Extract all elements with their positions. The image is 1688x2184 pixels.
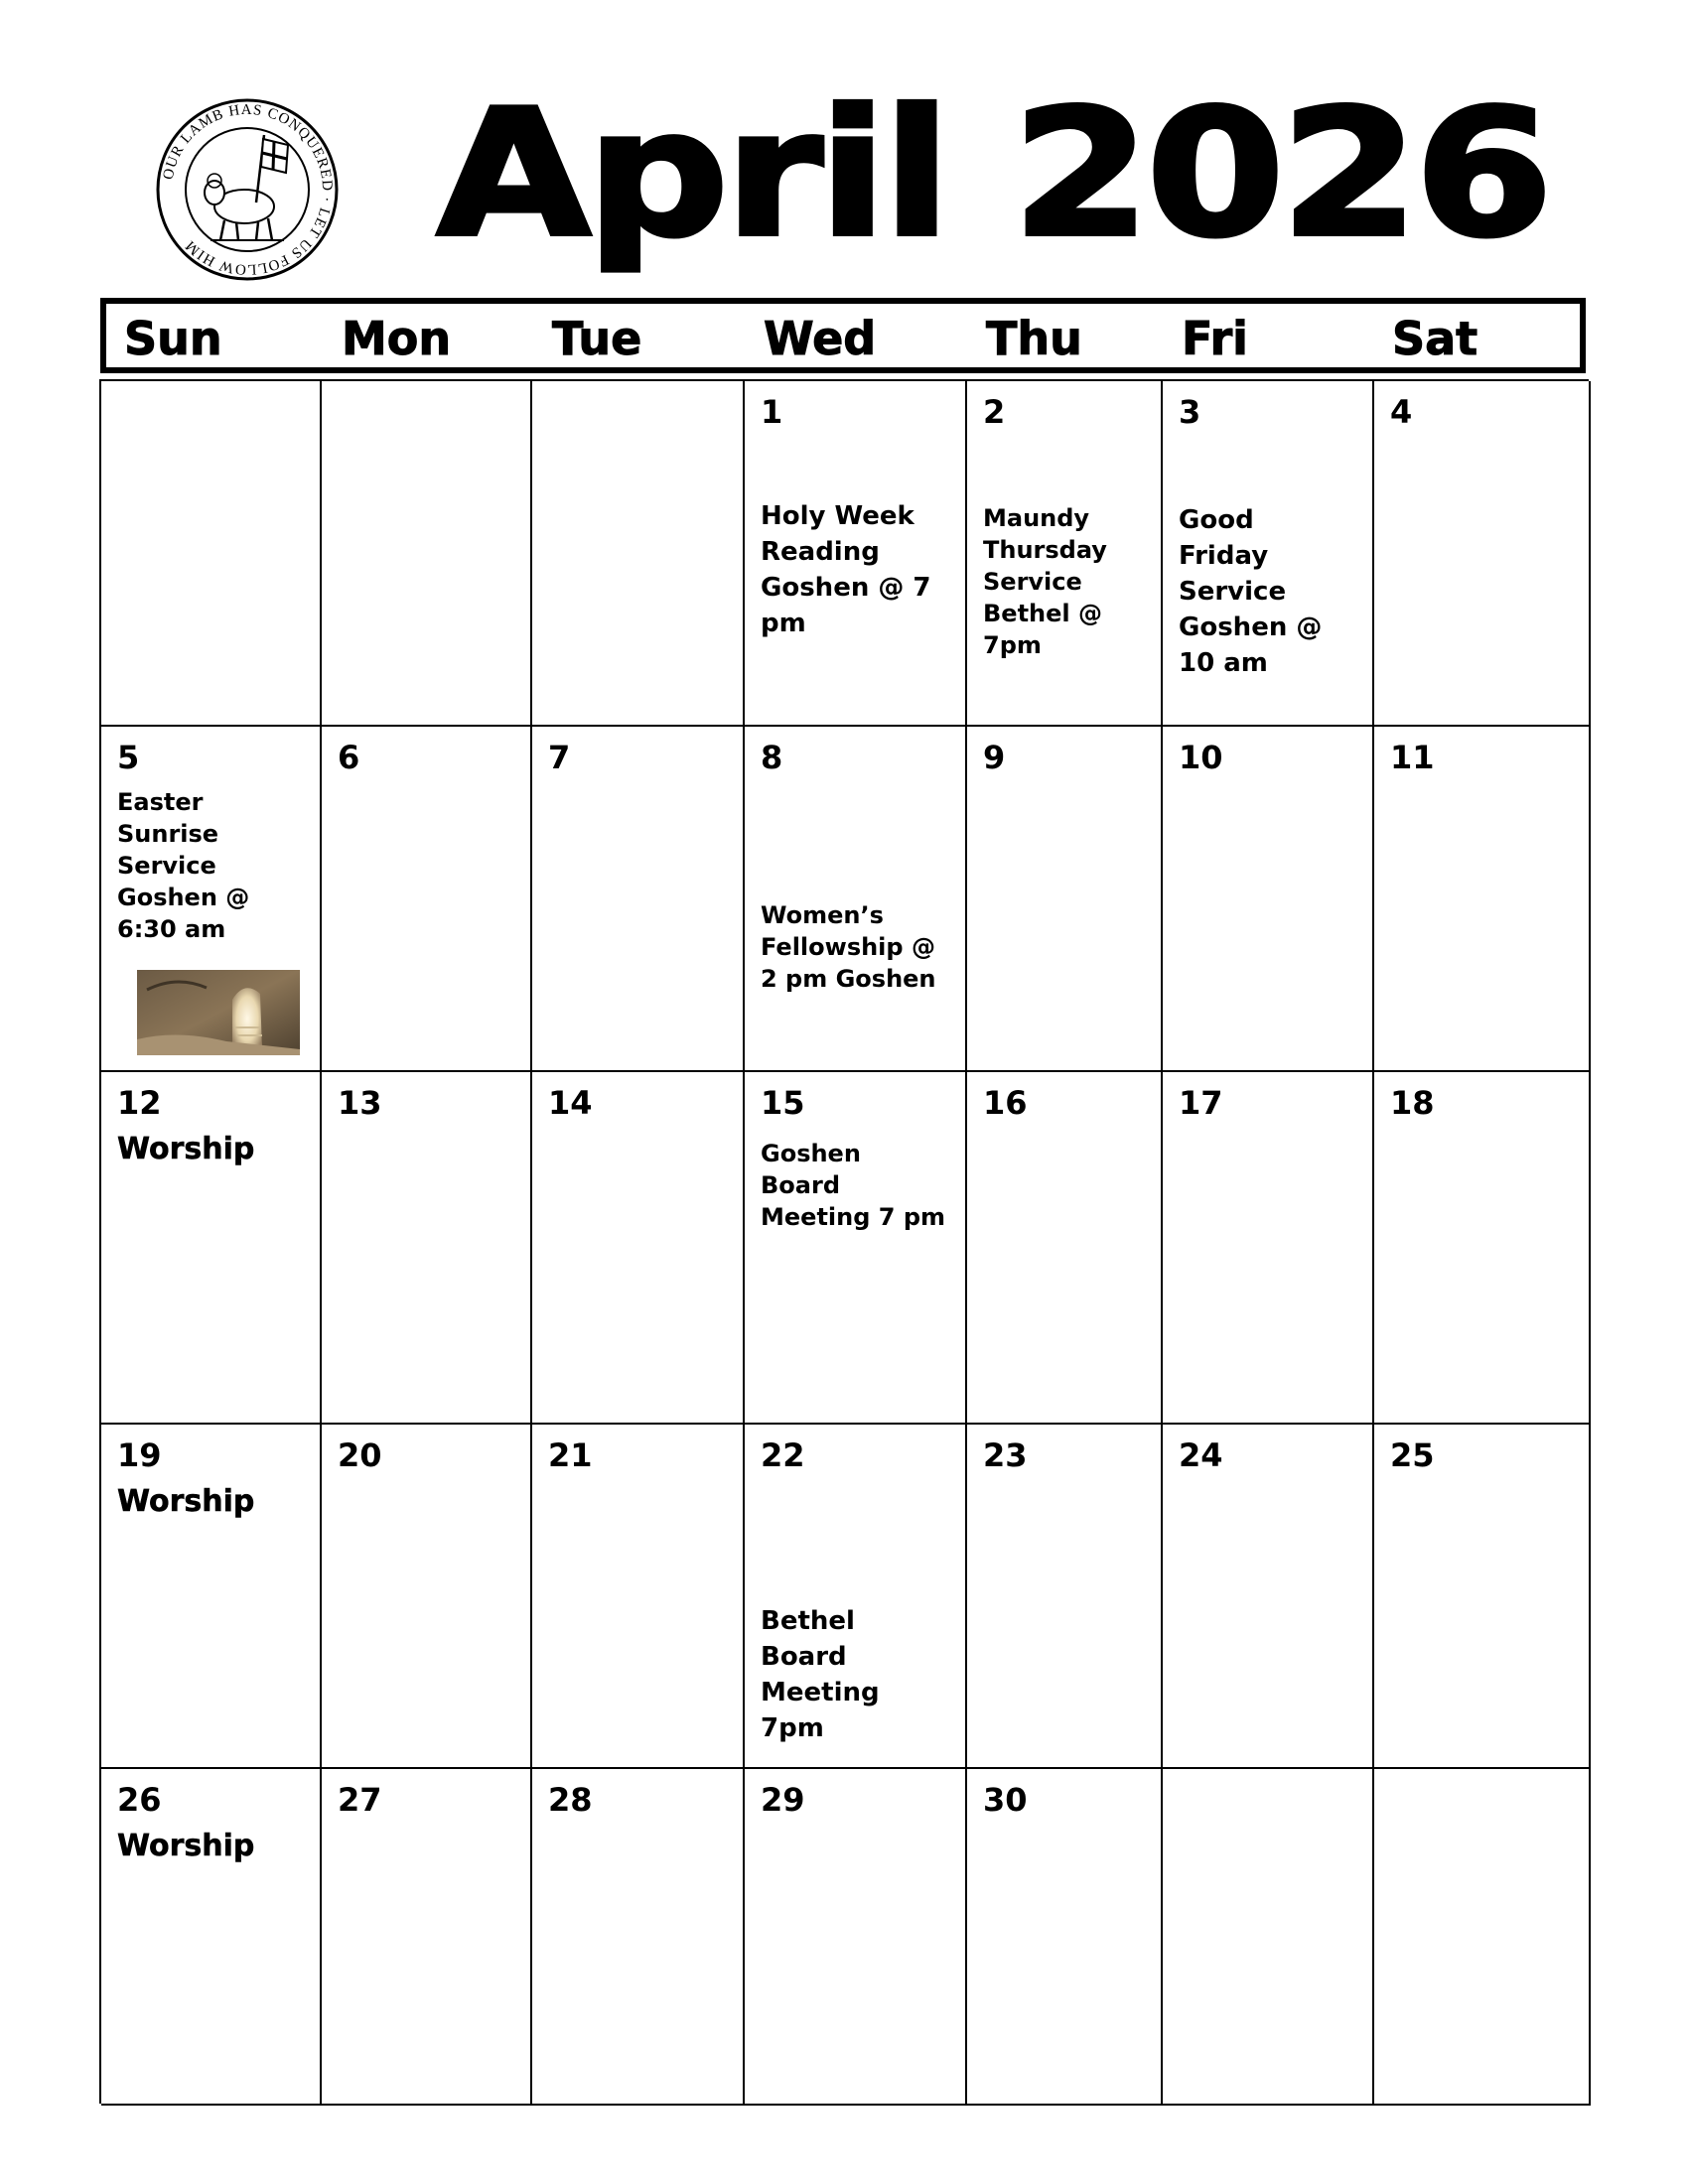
- day-number: 1: [761, 393, 783, 431]
- day-cell-apr-6: [322, 727, 532, 1072]
- weekday-thu: Thu: [986, 312, 1082, 365]
- goshen-board-meeting-event: Goshen Board Meeting 7 pm: [761, 1140, 945, 1231]
- day-number: 5: [117, 739, 140, 776]
- day-number: 4: [1390, 393, 1413, 431]
- day-number: 14: [548, 1084, 593, 1122]
- day-number: 26: [117, 1781, 162, 1819]
- day-cell-apr-25: [1374, 1425, 1591, 1769]
- day-cell-apr-1: [745, 381, 967, 727]
- weekday-sat: Sat: [1392, 312, 1478, 365]
- day-cell-apr-4: [1374, 381, 1591, 727]
- empty-day-cell: [322, 381, 532, 727]
- empty-day-cell: [1374, 1769, 1591, 2106]
- day-cell-apr-26: [101, 1769, 322, 2106]
- day-number: 24: [1179, 1436, 1223, 1474]
- day-number: 19: [117, 1436, 162, 1474]
- day-number: 3: [1179, 393, 1201, 431]
- weekday-header: [100, 298, 1586, 373]
- day-number: 18: [1390, 1084, 1435, 1122]
- weekday-fri: Fri: [1182, 312, 1248, 365]
- day-cell-apr-27: [322, 1769, 532, 2106]
- day-number: 13: [338, 1084, 382, 1122]
- day-number: 23: [983, 1436, 1028, 1474]
- day-number: 15: [761, 1084, 805, 1122]
- bethel-board-meeting-event: Bethel Board Meeting 7pm: [761, 1606, 880, 1743]
- day-number: 11: [1390, 739, 1435, 776]
- day-cell-apr-7: [532, 727, 745, 1072]
- day-cell-apr-17: [1163, 1072, 1374, 1425]
- day-cell-apr-3: [1163, 381, 1374, 727]
- weekday-wed: Wed: [764, 312, 877, 365]
- day-cell-apr-8: [745, 727, 967, 1072]
- day-number: 27: [338, 1781, 382, 1819]
- day-number: 20: [338, 1436, 382, 1474]
- day-cell-apr-16: [967, 1072, 1163, 1425]
- day-number: 12: [117, 1084, 162, 1122]
- day-cell-apr-28: [532, 1769, 745, 2106]
- calendar-grid: [99, 379, 1589, 2104]
- day-cell-apr-30: [967, 1769, 1163, 2106]
- good-friday-event: Good Friday Service Goshen @ 10 am: [1179, 505, 1323, 678]
- day-cell-apr-13: [322, 1072, 532, 1425]
- weekday-sun: Sun: [124, 312, 222, 365]
- empty-tomb-image: [137, 970, 300, 1055]
- day-number: 29: [761, 1781, 805, 1819]
- day-cell-apr-23: [967, 1425, 1163, 1769]
- day-cell-apr-18: [1374, 1072, 1591, 1425]
- weekday-tue: Tue: [552, 312, 642, 365]
- day-number: 6: [338, 739, 360, 776]
- day-cell-apr-24: [1163, 1425, 1374, 1769]
- day-number: 2: [983, 393, 1006, 431]
- day-number: 10: [1179, 739, 1223, 776]
- worship-event: Worship: [117, 1484, 255, 1519]
- day-cell-apr-10: [1163, 727, 1374, 1072]
- easter-sunrise-event: Easter Sunrise Service Goshen @ 6:30 am: [117, 788, 250, 943]
- svg-text:OUR LAMB HAS CONQUERED · LET U: OUR LAMB HAS CONQUERED · LET US FOLLOW HIM: [160, 101, 336, 278]
- day-number: 7: [548, 739, 571, 776]
- day-cell-apr-5: [101, 727, 322, 1072]
- day-number: 16: [983, 1084, 1028, 1122]
- womens-fellowship-event: Women’s Fellowship @ 2 pm Goshen: [761, 901, 936, 993]
- worship-event: Worship: [117, 1132, 255, 1166]
- lamb-seal-logo: [153, 95, 342, 284]
- day-cell-apr-20: [322, 1425, 532, 1769]
- weekday-mon: Mon: [342, 312, 452, 365]
- day-number: 30: [983, 1781, 1028, 1819]
- day-number: 17: [1179, 1084, 1223, 1122]
- day-cell-apr-2: [967, 381, 1163, 727]
- day-cell-apr-15: [745, 1072, 967, 1425]
- day-cell-apr-12: [101, 1072, 322, 1425]
- maundy-thursday-event: Maundy Thursday Service Bethel @ 7pm: [983, 504, 1107, 659]
- day-number: 9: [983, 739, 1006, 776]
- worship-event: Worship: [117, 1829, 255, 1863]
- empty-day-cell: [1163, 1769, 1374, 2106]
- day-cell-apr-21: [532, 1425, 745, 1769]
- day-number: 28: [548, 1781, 593, 1819]
- empty-day-cell: [101, 381, 322, 727]
- day-cell-apr-29: [745, 1769, 967, 2106]
- day-number: 21: [548, 1436, 593, 1474]
- day-number: 25: [1390, 1436, 1435, 1474]
- month-title: April 2026: [437, 72, 1549, 277]
- day-number: 8: [761, 739, 783, 776]
- day-cell-apr-19: [101, 1425, 322, 1769]
- day-cell-apr-11: [1374, 727, 1591, 1072]
- day-cell-apr-14: [532, 1072, 745, 1425]
- day-cell-apr-22: [745, 1425, 967, 1769]
- empty-day-cell: [532, 381, 745, 727]
- day-cell-apr-9: [967, 727, 1163, 1072]
- day-number: 22: [761, 1436, 805, 1474]
- holy-week-reading-event: Holy Week Reading Goshen @ 7 pm: [761, 501, 931, 638]
